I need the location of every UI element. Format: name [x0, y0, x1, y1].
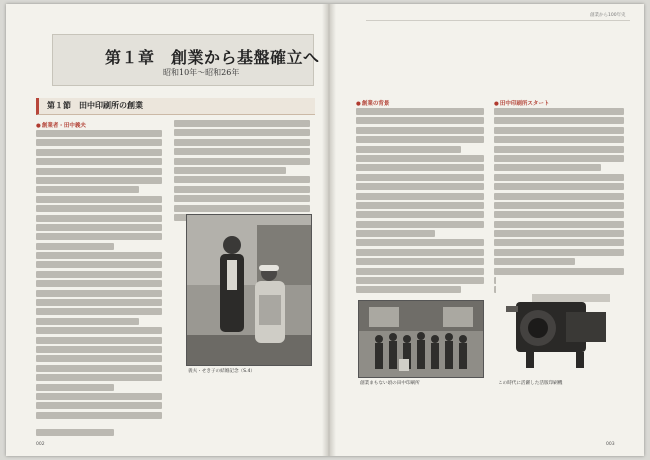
wedding-photo-caption: 義夫・せき子の結婚記念（S.4）: [188, 369, 256, 374]
section-title: 第１節 田中印刷所の創業: [47, 101, 143, 110]
subheading-background: ● 創業の背景: [356, 99, 389, 107]
printing-press-photo: [496, 276, 624, 376]
body-text-column-4: [494, 108, 624, 296]
page-number-left: 002: [36, 442, 45, 447]
body-text-column-2: [174, 120, 310, 223]
left-page: [6, 4, 322, 456]
press-photo-caption: この時代に活躍した活版印刷機: [498, 381, 563, 386]
subheading-start: ● 田中印刷所スタート: [494, 99, 549, 107]
subheading-founder: ● 創業者・田中義夫: [36, 121, 86, 129]
right-page: [336, 4, 644, 456]
section-heading-bar: [36, 98, 315, 115]
chapter-title: 第１章 創業から基盤確立へ: [105, 48, 320, 67]
page-number-right: 003: [606, 442, 615, 447]
body-text-column-1-end: [36, 429, 162, 438]
header-rule: [366, 20, 630, 21]
book-spread: [6, 4, 644, 456]
wedding-photo: [186, 214, 312, 366]
chapter-title-box: [52, 34, 320, 86]
book-gutter: [322, 4, 336, 456]
staff-photo-caption: 創業まもない頃の田中印刷所: [360, 381, 420, 386]
body-text-column-1: [36, 130, 162, 421]
chapter-subtitle: 昭和10年～昭和26年: [163, 68, 240, 77]
body-text-column-3: [356, 108, 484, 296]
staff-group-photo: [358, 300, 484, 378]
running-header: 創業から100年史: [590, 13, 626, 18]
